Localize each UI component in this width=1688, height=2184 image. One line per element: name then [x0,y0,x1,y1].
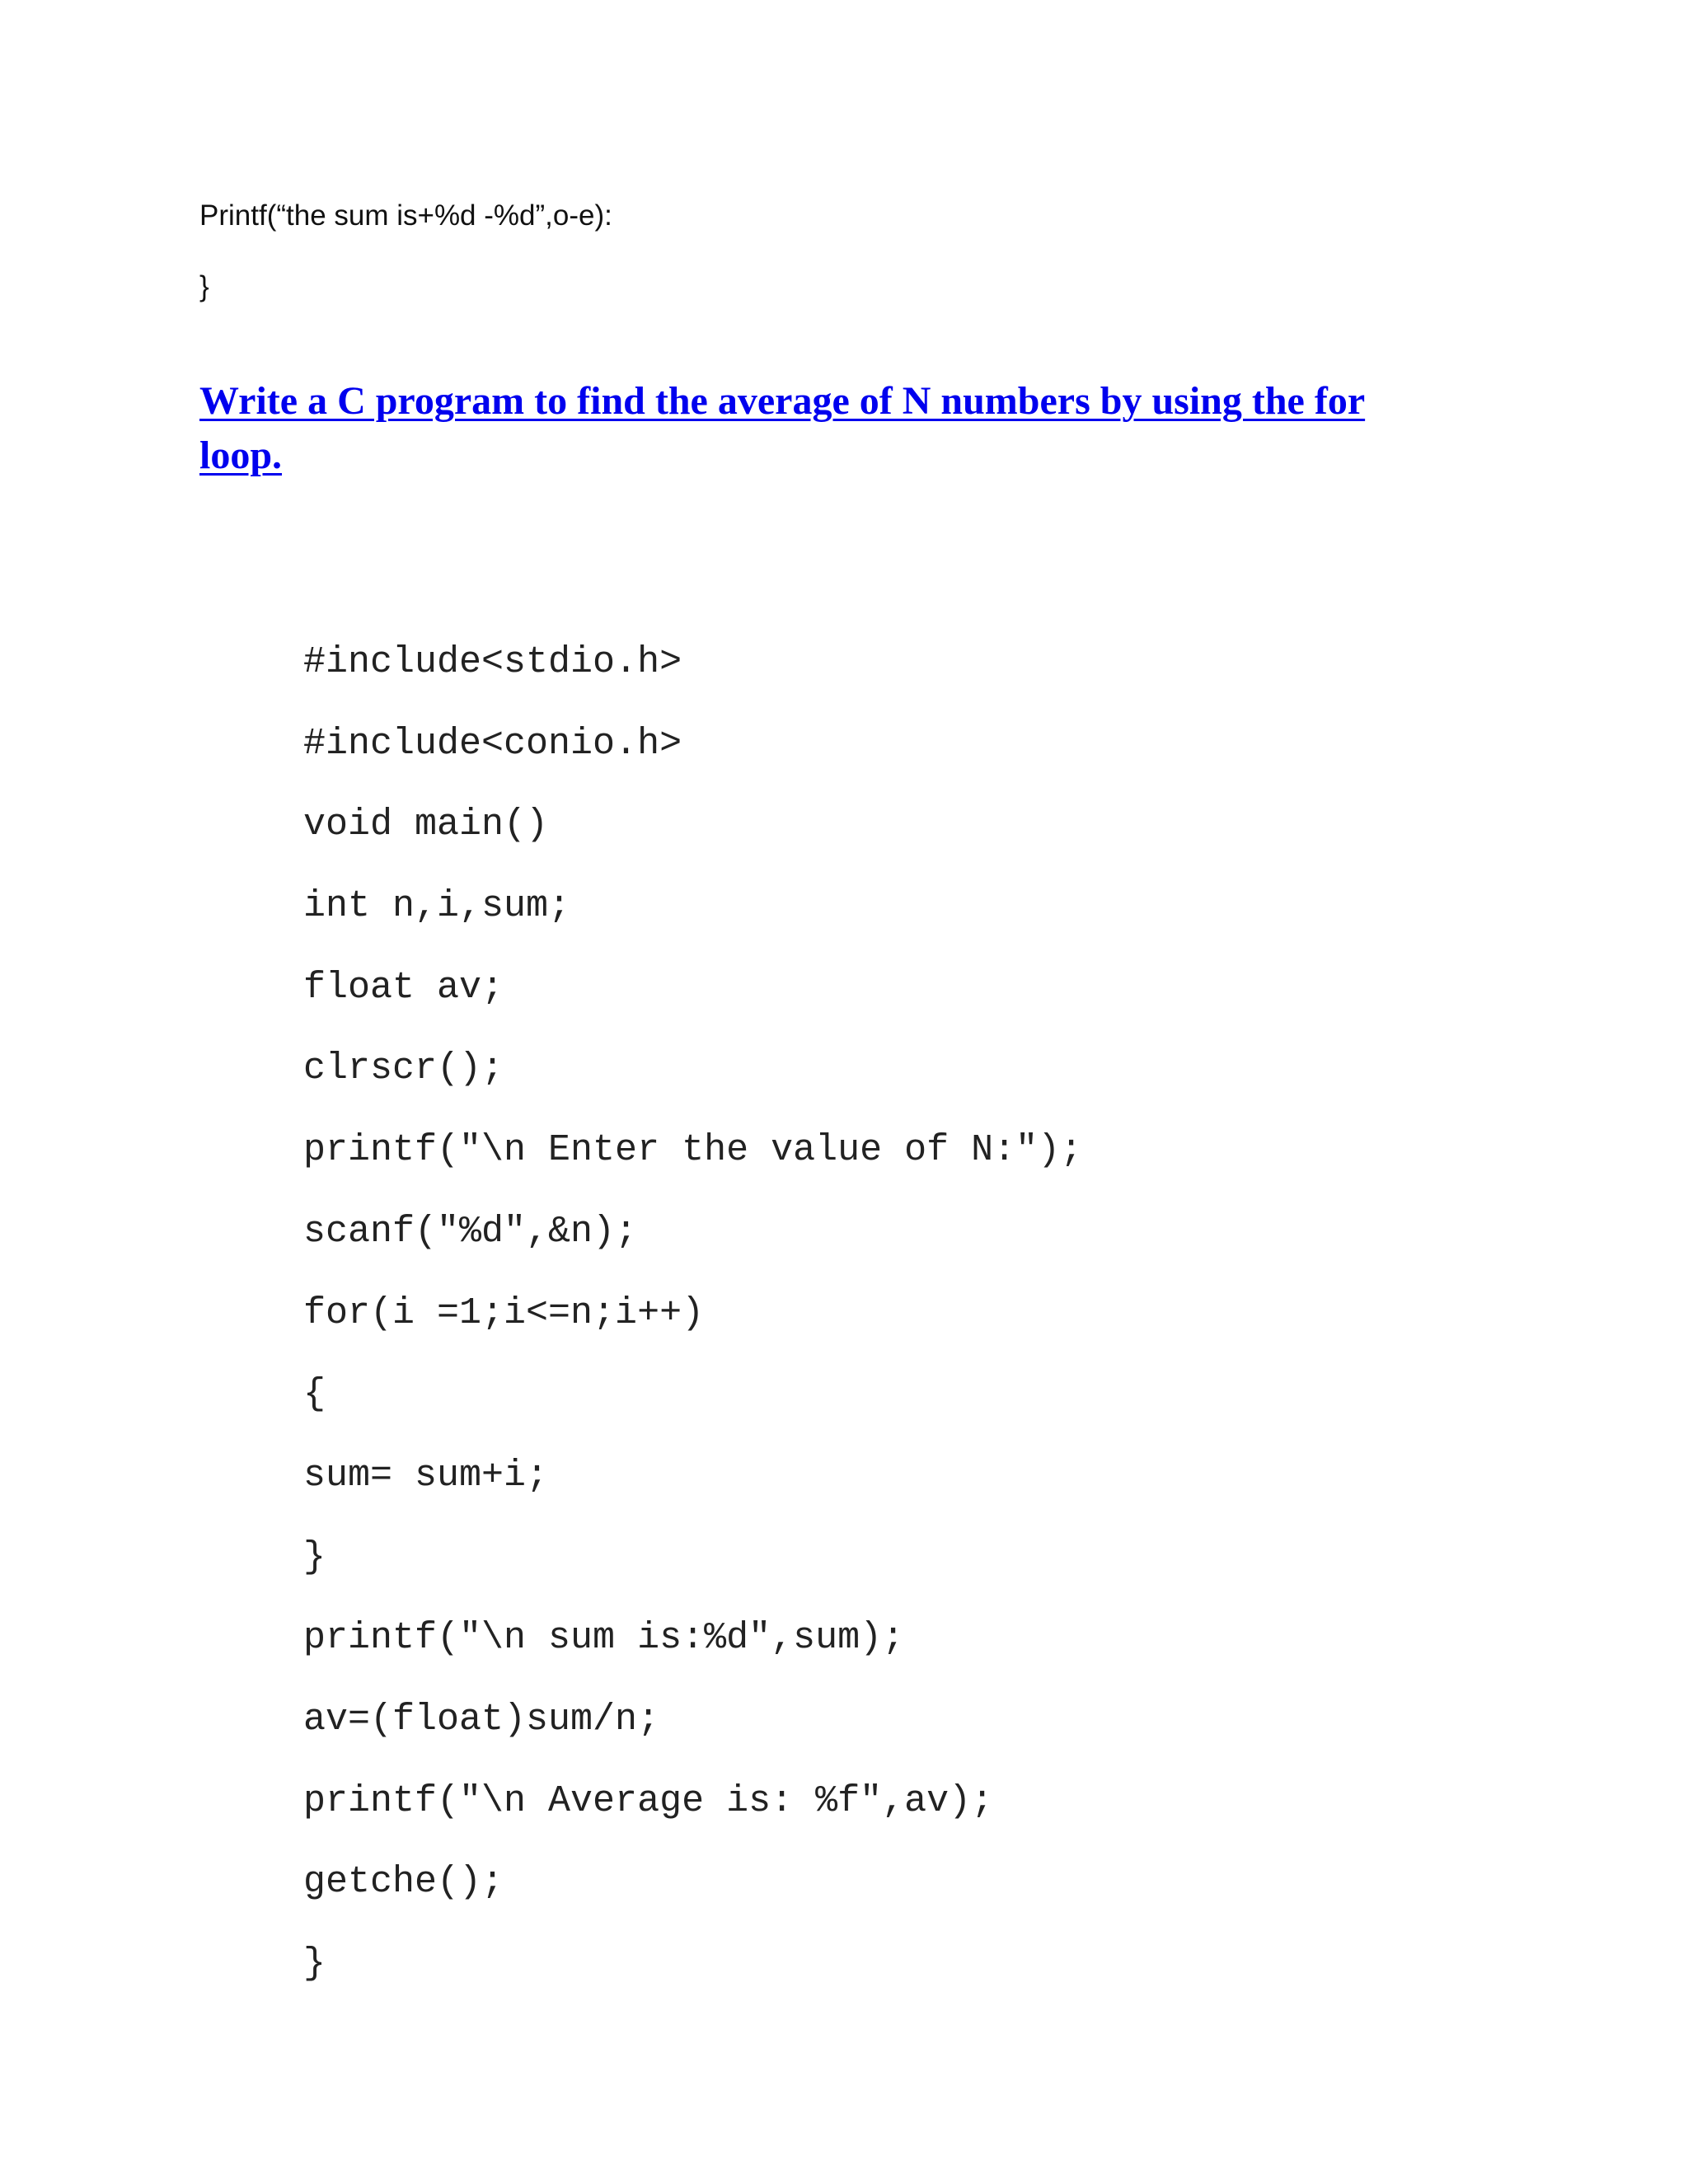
code-line-average-assignment: av=(float)sum/n; [303,1698,660,1741]
code-line-getche: getche(); [303,1861,504,1904]
code-line-include-conio: #include<conio.h> [303,722,682,765]
code-line-printf-average: printf("\n Average is: %f",av); [303,1779,994,1822]
code-line-float-declaration: float av; [303,966,504,1009]
code-line-final-brace: } [303,1943,326,1985]
code-line-clrscr: clrscr(); [303,1047,504,1090]
code-line-printf-sum: printf("\n sum is:%d",sum); [303,1617,905,1660]
preceding-code-printf-line: Printf(“the sum is+%d -%d”,o-e): [199,199,612,232]
code-block [303,622,1540,2005]
program-heading-link[interactable]: Write a C program to find the average of N numbers by using the for loop. [199,379,1366,477]
code-line-close-brace: } [303,1535,326,1578]
code-line-scanf: scanf("%d",&n); [303,1210,638,1253]
code-line-sum-assignment: sum= sum+i; [303,1454,549,1497]
code-line-for-loop: for(i =1;i<=n;i++) [303,1291,705,1334]
code-line-include-stdio: #include<stdio.h> [303,641,682,683]
code-line-int-declaration: int n,i,sum; [303,885,571,928]
code-line-open-brace: { [303,1373,326,1416]
code-line-printf-enter-value: printf("\n Enter the value of N:"); [303,1129,1083,1172]
preceding-code-closing-brace: } [199,270,209,302]
code-line-void-main: void main() [303,804,549,846]
